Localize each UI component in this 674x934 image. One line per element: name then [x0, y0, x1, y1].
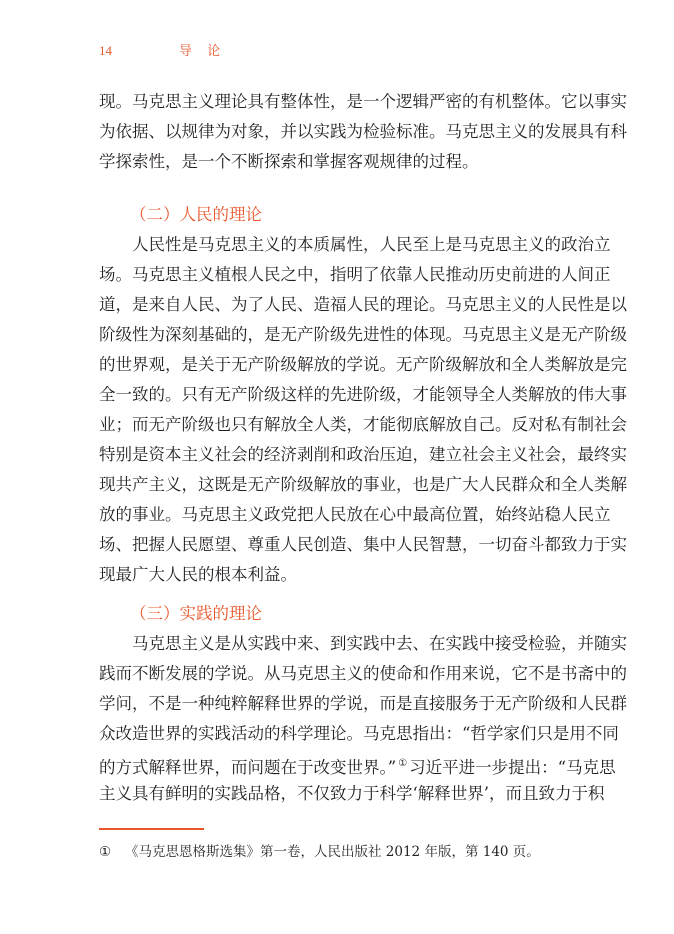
- footnote-marker: ①: [99, 844, 112, 860]
- paragraph-line: 现最广大人民的根本利益。: [99, 565, 297, 584]
- footnote: [99, 840, 540, 860]
- section-title: 导 论: [179, 43, 227, 58]
- running-header: [99, 40, 226, 59]
- paragraph-line: 业；而无产阶级也只有解放全人类，才能彻底解放自己。反对私有制社会: [99, 415, 627, 434]
- paragraph-1: [99, 87, 627, 177]
- section-heading-people: （二）人民的理论: [130, 205, 262, 224]
- paragraph-line: 众改造世界的实践活动的科学理论。马克思指出：“哲学家们只是用不同: [99, 724, 619, 743]
- paragraph-line: 人民性是马克思主义的本质属性，人民至上是马克思主义的政治立: [132, 235, 611, 254]
- footnote-reference[interactable]: ①: [398, 758, 408, 769]
- paragraph-line: 放的事业。马克思主义政党把人民放在心中最高位置，始终站稳人民立: [99, 505, 611, 524]
- footnote-text: 《马克思恩格斯选集》第一卷，人民出版社 2012 年版，第 140 页。: [125, 844, 540, 860]
- paragraph-line: 特别是资本主义社会的经济剥削和政治压迫，建立社会主义社会，最终实: [99, 445, 627, 464]
- paragraph-line: 的世界观，是关于无产阶级解放的学说。无产阶级解放和全人类解放是完: [99, 355, 627, 374]
- line-text: 习近平进一步提出：“马克思: [409, 758, 616, 777]
- paragraph-line: 马克思主义是从实践中来、到实践中去、在实践中接受检验，并随实: [132, 634, 627, 653]
- paragraph-line: 道，是来自人民、为了人民、造福人民的理论。马克思主义的人民性是以: [99, 295, 627, 314]
- paragraph-line: 为依据、以规律为对象，并以实践为检验标准。马克思主义的发展具有科: [99, 122, 627, 141]
- section-heading-practice: （三）实践的理论: [130, 604, 262, 623]
- footnote-divider: [99, 828, 204, 830]
- paragraph-line: 学探索性，是一个不断探索和掌握客观规律的过程。: [99, 152, 479, 171]
- paragraph-line: 阶级性为深刻基础的，是无产阶级先进性的体现。马克思主义是无产阶级: [99, 325, 627, 344]
- line-text: 的方式解释世界，而问题在于改变世界。”: [99, 758, 397, 777]
- paragraph-line: 践而不断发展的学说。从马克思主义的使命和作用来说，它不是书斋中的: [99, 664, 627, 683]
- paragraph-3: [99, 629, 627, 809]
- paragraph-line: 场。马克思主义植根人民之中，指明了依靠人民推动历史前进的人间正: [99, 265, 611, 284]
- paragraph-line-with-footnote-ref: [99, 749, 616, 779]
- paragraph-line: 主义具有鲜明的实践品格，不仅致力于科学‘解释世界’，而且致力于积: [99, 784, 605, 803]
- paragraph-2: [99, 230, 627, 590]
- paragraph-line: 全一致的。只有无产阶级这样的先进阶级，才能领导全人类解放的伟大事: [99, 385, 627, 404]
- page-number: 14: [99, 43, 112, 58]
- paragraph-line: 现共产主义，这既是无产阶级解放的事业，也是广大人民群众和全人类解: [99, 475, 627, 494]
- paragraph-line: 场、把握人民愿望、尊重人民创造、集中人民智慧，一切奋斗都致力于实: [99, 535, 627, 554]
- paragraph-line: 学问，不是一种纯粹解释世界的学说，而是直接服务于无产阶级和人民群: [99, 694, 627, 713]
- paragraph-line: 现。马克思主义理论具有整体性，是一个逻辑严密的有机整体。它以事实: [99, 92, 627, 111]
